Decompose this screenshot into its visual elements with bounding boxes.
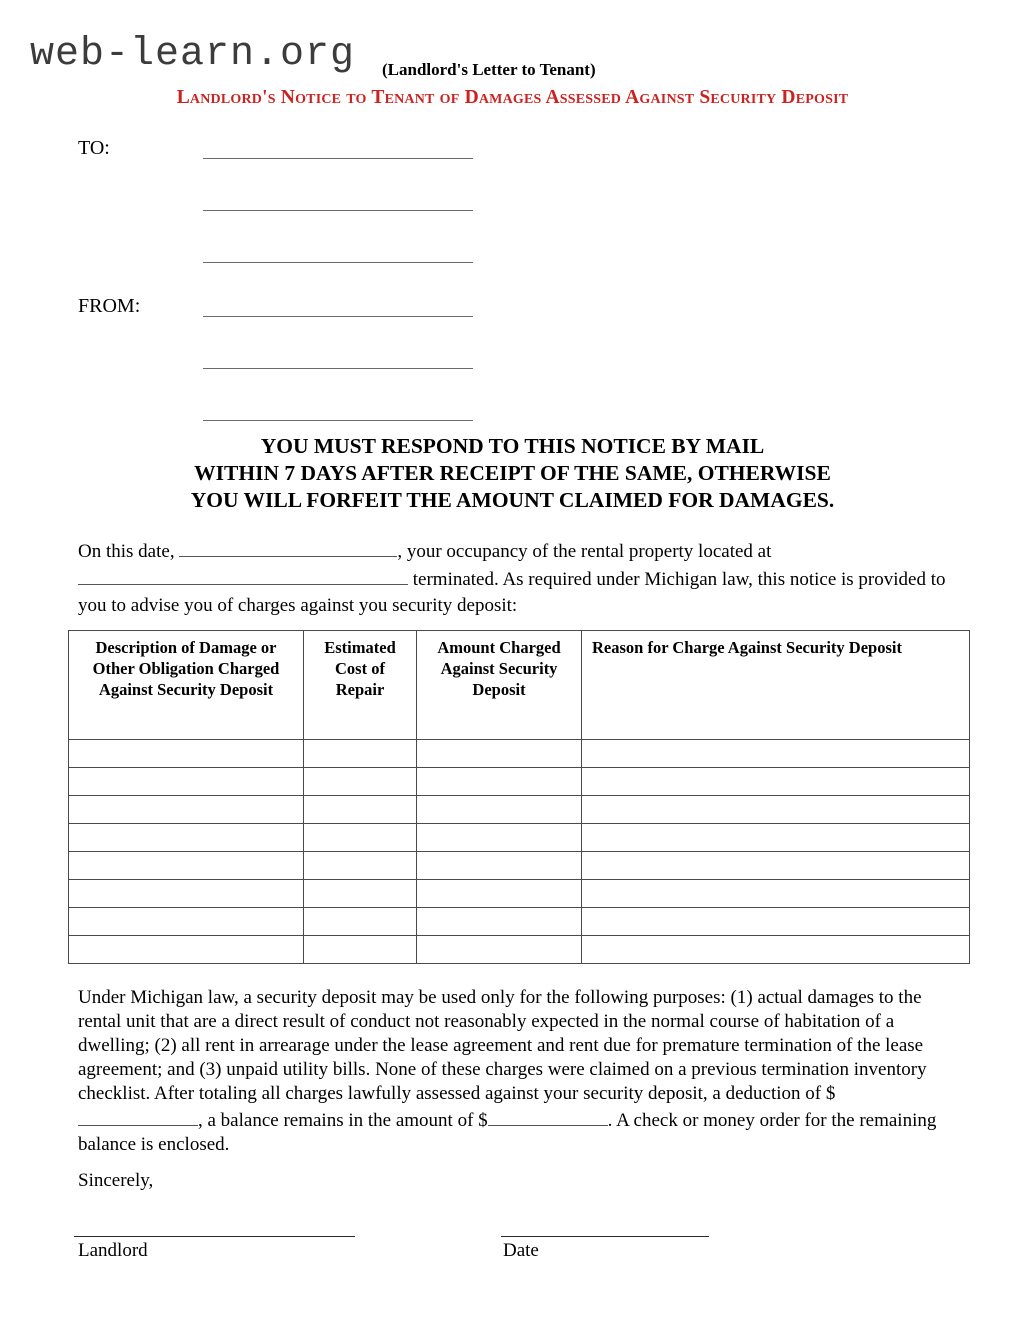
table-row[interactable] xyxy=(69,936,970,964)
table-body xyxy=(69,740,970,964)
response-notice xyxy=(0,433,1025,514)
balance-blank-field[interactable] xyxy=(488,1106,608,1126)
document-subtitle: (Landlord's Letter to Tenant) xyxy=(382,60,596,79)
cell-estimated-cost[interactable] xyxy=(304,824,417,852)
address-blank-field[interactable] xyxy=(78,565,408,585)
to-line-3[interactable] xyxy=(203,262,473,263)
cell-estimated-cost[interactable] xyxy=(304,740,417,768)
to-line-1[interactable] xyxy=(203,158,473,159)
header-line: Cost of xyxy=(335,659,385,678)
legal-body-paragraph xyxy=(78,986,950,1157)
cell-amount-charged[interactable] xyxy=(417,796,582,824)
header-line: Deposit xyxy=(472,680,526,699)
cell-estimated-cost[interactable] xyxy=(304,880,417,908)
cell-estimated-cost[interactable] xyxy=(304,796,417,824)
damages-table xyxy=(68,630,970,964)
cell-estimated-cost[interactable] xyxy=(304,768,417,796)
cell-reason[interactable] xyxy=(582,796,970,824)
cell-description[interactable] xyxy=(69,824,304,852)
landlord-signature-line[interactable] xyxy=(74,1236,355,1237)
table-header-row xyxy=(69,631,970,740)
to-line-2[interactable] xyxy=(203,210,473,211)
cell-description[interactable] xyxy=(69,880,304,908)
cell-estimated-cost[interactable] xyxy=(304,908,417,936)
table-row[interactable] xyxy=(69,880,970,908)
cell-amount-charged[interactable] xyxy=(417,768,582,796)
cell-reason[interactable] xyxy=(582,880,970,908)
cell-estimated-cost[interactable] xyxy=(304,852,417,880)
notice-line-1: YOU MUST RESPOND TO THIS NOTICE BY MAIL xyxy=(260,434,765,458)
from-line-3[interactable] xyxy=(203,420,473,421)
date-label: Date xyxy=(503,1240,539,1261)
notice-line-2: WITHIN 7 DAYS AFTER RECEIPT OF THE SAME, OTHERWISE xyxy=(194,461,831,485)
intro-text-1: On this date, xyxy=(78,541,175,562)
table-row[interactable] xyxy=(69,796,970,824)
site-logo: web-learn.org xyxy=(30,32,356,77)
cell-reason[interactable] xyxy=(582,852,970,880)
intro-text-2: , your occupancy of the rental property located at xyxy=(397,541,772,562)
body-text-2: , a balance remains in the amount of $ xyxy=(198,1110,488,1131)
header-line: Against Security Deposit xyxy=(98,680,274,699)
page-title: Landlord's Notice to Tenant of Damages Assessed Against Security Deposit xyxy=(176,87,849,108)
deduction-blank-field[interactable] xyxy=(78,1106,198,1126)
table-row[interactable] xyxy=(69,908,970,936)
header-line: Against Security xyxy=(440,659,558,678)
cell-reason[interactable] xyxy=(582,936,970,964)
table-row[interactable] xyxy=(69,824,970,852)
header-line: Repair xyxy=(335,680,385,699)
table-row[interactable] xyxy=(69,852,970,880)
cell-amount-charged[interactable] xyxy=(417,936,582,964)
column-header-reason xyxy=(582,631,970,740)
body-text-1: Under Michigan law, a security deposit may be used only for the following purposes: (1) actual damages to the rental unit that are a direct result of conduct not reasonably expected in the normal course of habitation of a dwelling; (2) all rent in arrearage under the lease agreement and rent due for premature termination of the lease agreement; and (3) unpaid utility bills. None of these charges were claimed on a previous termination inventory checklist. After totaling all charges lawfully assessed against your security deposit, a deduction of $ xyxy=(78,987,927,1104)
cell-description[interactable] xyxy=(69,936,304,964)
sincerely-text: Sincerely, xyxy=(78,1170,154,1191)
landlord-label: Landlord xyxy=(78,1240,148,1261)
cell-amount-charged[interactable] xyxy=(417,824,582,852)
column-header-estimated-cost xyxy=(304,631,417,740)
cell-amount-charged[interactable] xyxy=(417,740,582,768)
table-row[interactable] xyxy=(69,740,970,768)
header-line: Description of Damage or xyxy=(95,638,277,657)
date-blank-field[interactable] xyxy=(179,537,397,557)
notice-line-3: YOU WILL FORFEIT THE AMOUNT CLAIMED FOR DAMAGES. xyxy=(190,488,835,512)
intro-text-3: terminated. As required under Michigan law, this notice is provided to you to advise you of charges against you security deposit: xyxy=(78,569,946,616)
date-signature-line[interactable] xyxy=(501,1236,709,1237)
cell-reason[interactable] xyxy=(582,768,970,796)
cell-description[interactable] xyxy=(69,852,304,880)
cell-reason[interactable] xyxy=(582,908,970,936)
cell-description[interactable] xyxy=(69,740,304,768)
cell-amount-charged[interactable] xyxy=(417,908,582,936)
from-line-2[interactable] xyxy=(203,368,473,369)
table-row[interactable] xyxy=(69,768,970,796)
column-header-description xyxy=(69,631,304,740)
from-line-1[interactable] xyxy=(203,316,473,317)
cell-description[interactable] xyxy=(69,768,304,796)
column-header-amount-charged xyxy=(417,631,582,740)
header-line: Other Obligation Charged xyxy=(92,659,280,678)
table-header xyxy=(69,631,970,740)
cell-reason[interactable] xyxy=(582,740,970,768)
body-text-3: . A check or money order for the remaining balance is enclosed. xyxy=(78,1110,937,1155)
intro-paragraph xyxy=(78,537,946,619)
cell-amount-charged[interactable] xyxy=(417,852,582,880)
header-line: Amount Charged xyxy=(437,638,561,657)
cell-description[interactable] xyxy=(69,796,304,824)
header-line: Estimated xyxy=(324,638,396,657)
to-label: TO: xyxy=(78,137,110,159)
header-line: Reason for Charge Against Security Deposit xyxy=(592,638,902,657)
cell-reason[interactable] xyxy=(582,824,970,852)
cell-amount-charged[interactable] xyxy=(417,880,582,908)
cell-estimated-cost[interactable] xyxy=(304,936,417,964)
cell-description[interactable] xyxy=(69,908,304,936)
from-label: FROM: xyxy=(78,295,141,317)
